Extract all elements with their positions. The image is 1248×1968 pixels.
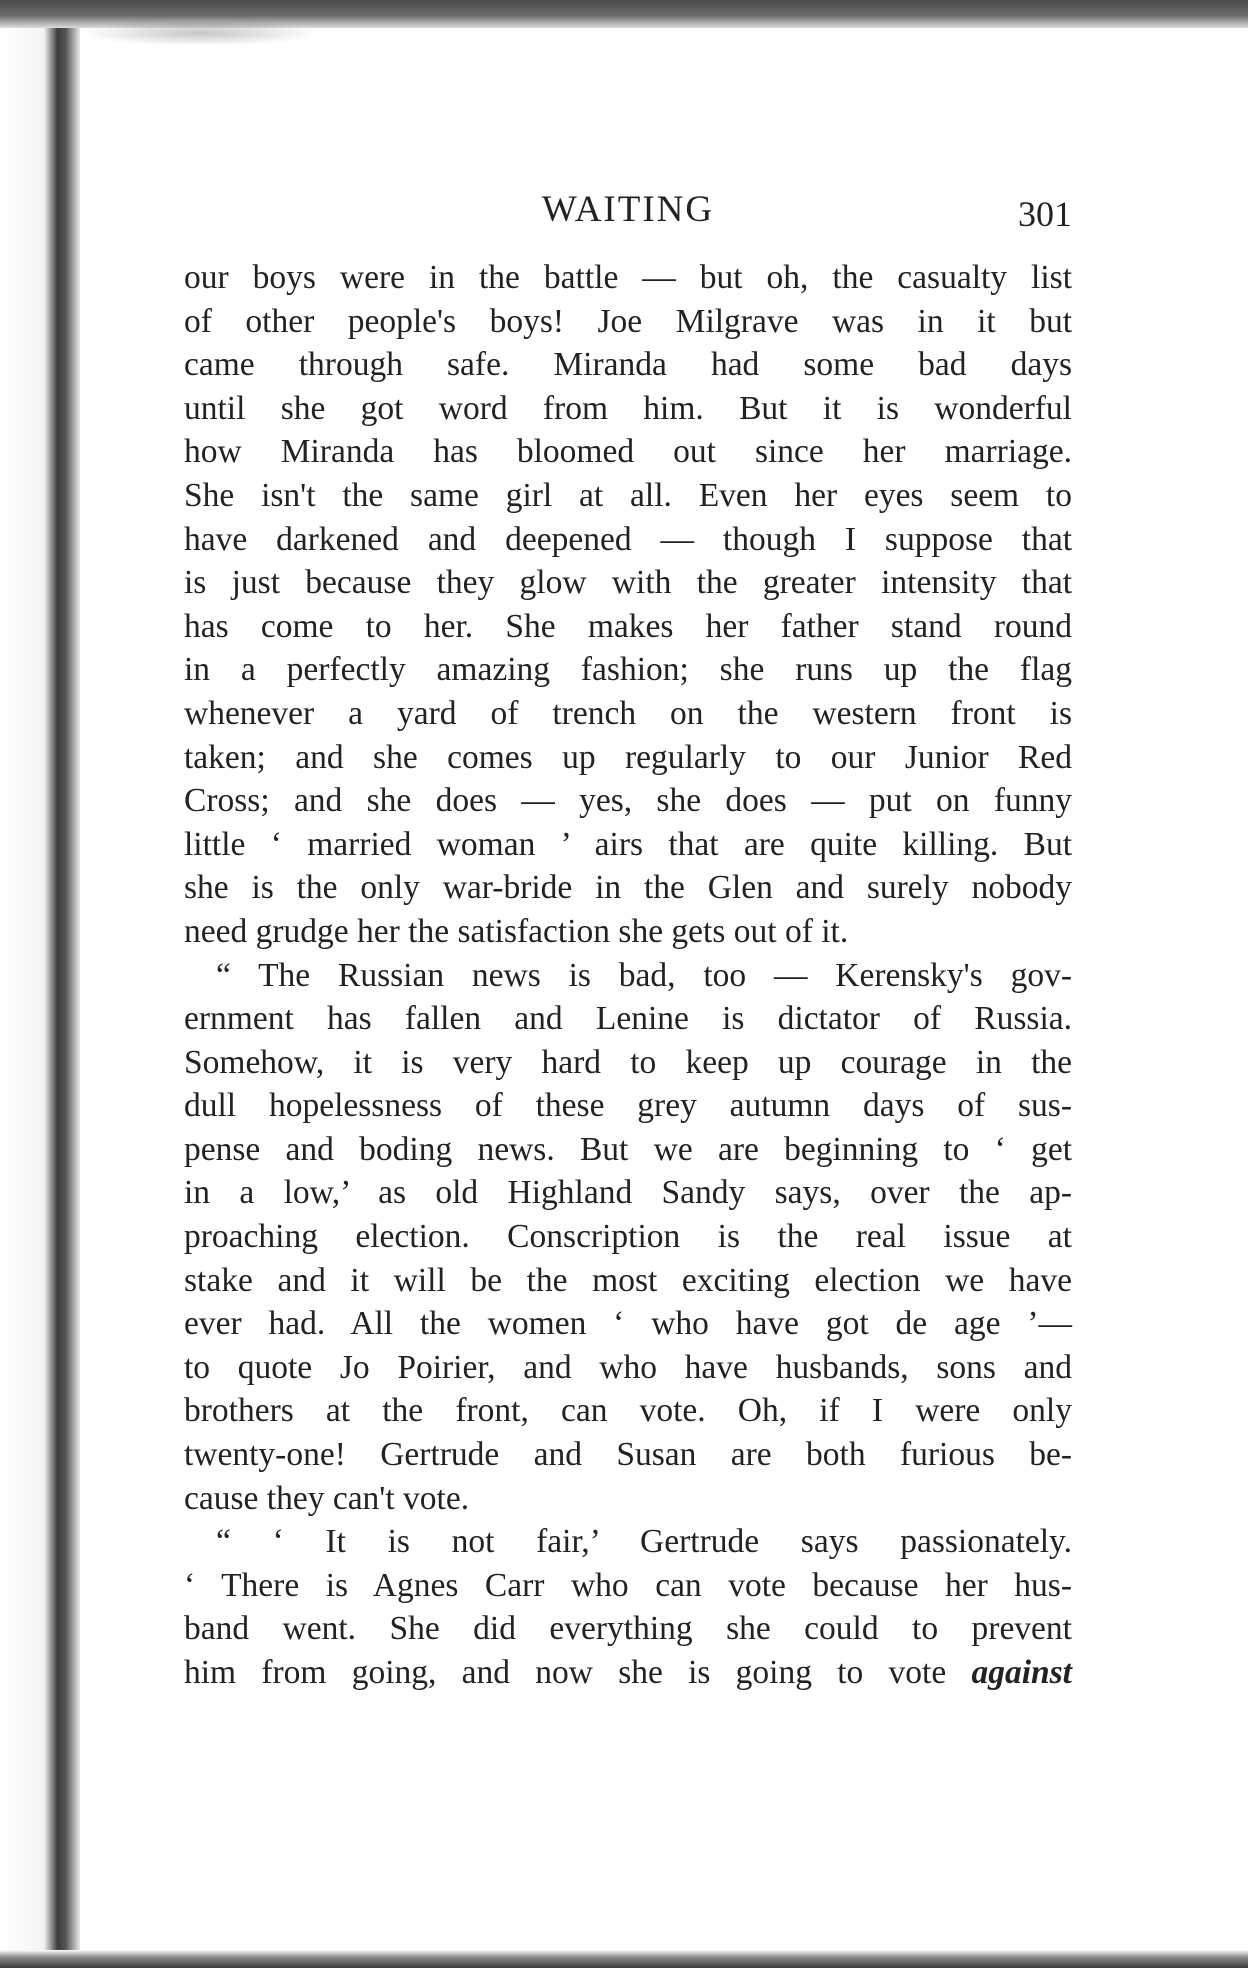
text-line: brothers at the front, can vote. Oh, if I were only [184,1392,1072,1430]
body-text [184,256,1072,1695]
text-line: cause they can't vote. [184,1479,470,1517]
scan-bottom-border [0,1950,1248,1968]
text-line: Cross; and she does — yes, she does — put on funny [184,782,1072,820]
text-line: in a low,’ as old Highland Sandy says, over the ap- [184,1174,1072,1212]
text-line: need grudge her the satisfaction she gets out of it. [184,912,849,950]
text-line: until she got word from him. But it is wonderful [184,389,1072,427]
text-line: ‘ There is Agnes Carr who can vote because her hus- [184,1566,1072,1604]
text-line-final [184,1651,1072,1695]
text-line: little ‘ married woman ’ airs that are quite killing. But [184,825,1072,863]
text-line: to quote Jo Poirier, and who have husbands, sons and [184,1348,1072,1386]
running-title: WAITING [541,189,715,230]
text-line: in a perfectly amazing fashion; she runs up the flag [184,651,1072,689]
paragraph-1 [184,256,1072,954]
text-line: She isn't the same girl at all. Even her eyes seem to [184,476,1072,514]
paragraph-3 [184,1520,1072,1694]
scan-binding-shadow [0,0,80,1968]
text-line: “ ‘ It is not fair,’ Gertrude says passionately. [216,1523,1072,1561]
text-line: ever had. All the women ‘ who have got de age ’— [184,1305,1072,1343]
text-line: twenty-one! Gertrude and Susan are both furious be- [184,1436,1072,1474]
text-line: of other people's boys! Joe Milgrave was in it but [184,302,1072,340]
book-page [184,186,1072,1695]
text-line: taken; and she comes up regularly to our Junior Red [184,738,1072,776]
text-line: “ The Russian news is bad, too — Kerensky's gov- [216,956,1072,994]
paragraph-2 [184,954,1072,1521]
text-line: came through safe. Miranda had some bad days [184,346,1072,384]
text-line: whenever a yard of trench on the western front is [184,694,1072,732]
text-line: pense and boding news. But we are beginning to ‘ get [184,1130,1072,1168]
text-line: ernment has fallen and Lenine is dictator of Russia. [184,1000,1072,1038]
text-line: is just because they glow with the greater intensity that [184,564,1072,602]
italic-word: against [971,1654,1072,1691]
text-line: stake and it will be the most exciting election we have [184,1261,1072,1299]
text-line: our boys were in the battle — but oh, the casualty list [184,259,1072,296]
text-line: how Miranda has bloomed out since her marriage. [184,433,1072,471]
text-line: proaching election. Conscription is the real issue at [184,1218,1072,1256]
text-line: Somehow, it is very hard to keep up courage in the [184,1043,1072,1081]
page-number: 301 [1018,194,1072,234]
text-line: have darkened and deepened — though I suppose that [184,520,1072,558]
text-line-final-start: him from going, and now she is going to vote [184,1654,972,1691]
scan-smudge [80,20,320,46]
text-line: she is the only war-bride in the Glen and surely nobody [184,869,1072,907]
text-line: has come to her. She makes her father stand round [184,607,1072,645]
text-line: dull hopelessness of these grey autumn days of sus- [184,1087,1072,1125]
running-head [184,186,1072,242]
text-line: band went. She did everything she could to prevent [184,1610,1072,1648]
